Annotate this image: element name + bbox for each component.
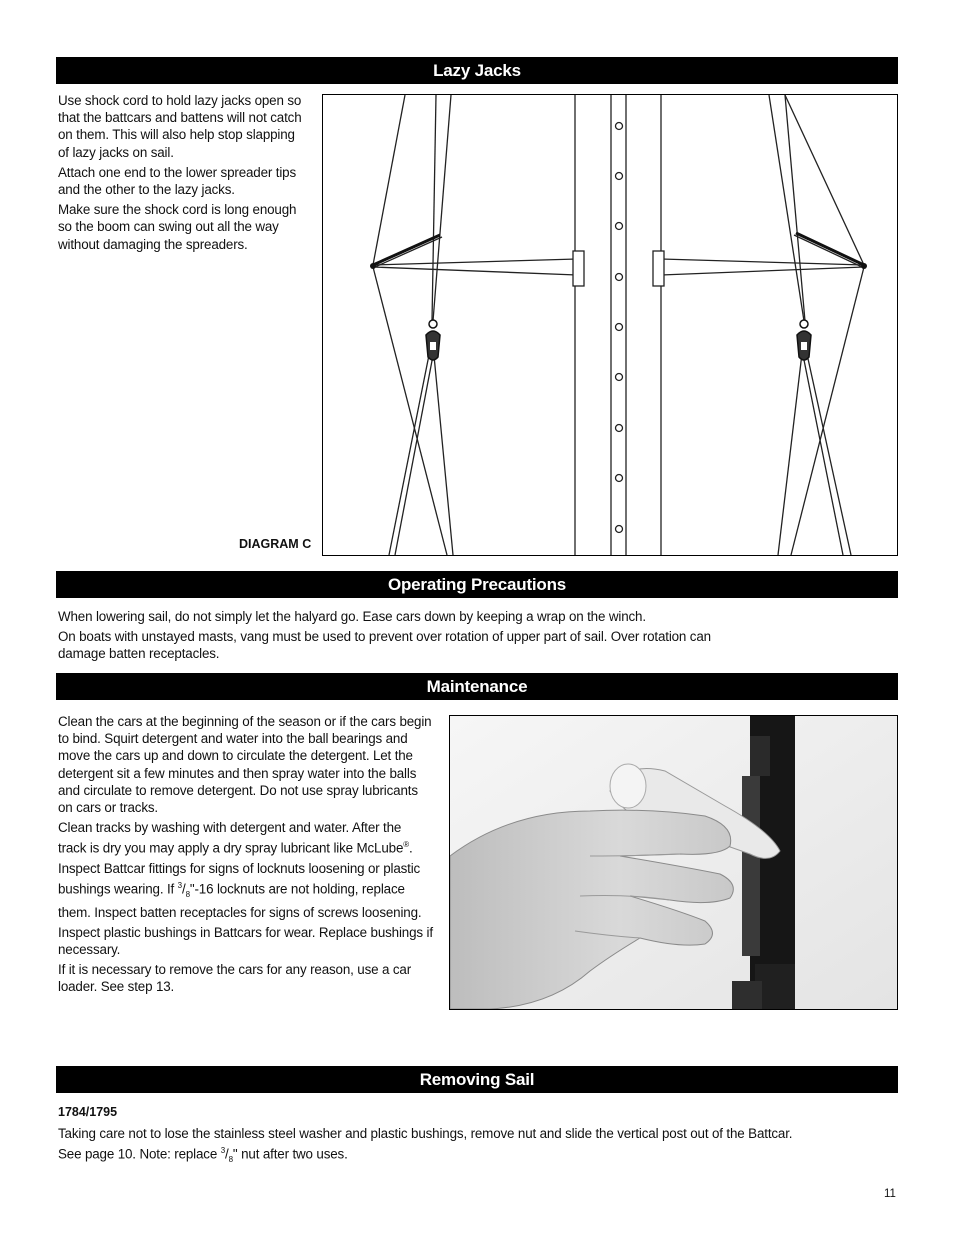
removing-sail-line: See page 10. Note: replace $^3/_8$" nut after two uses. [58, 1146, 348, 1165]
maintenance-text-span: . [409, 840, 413, 856]
section-header-operating-precautions: Operating Precautions [56, 571, 898, 598]
maintenance-text [58, 713, 433, 999]
maintenance-text-span: Inspect Battcar fittings for signs of locknuts loosening or plastic bushings wearing. If [58, 861, 421, 897]
section-header-lazy-jacks: Lazy Jacks [56, 57, 898, 84]
maintenance-text-span: "-16 locknuts are not holding, replace them. Inspect batten receptacles for signs of screws loosening. [58, 881, 422, 920]
removing-sail-text-span: " nut after two uses. [232, 1146, 348, 1162]
operating-precautions-text [58, 608, 718, 666]
precautions-paragraph: When lowering sail, do not simply let the halyard go. Ease cars down by keeping a wrap on the winch. [58, 609, 646, 624]
maintenance-photo-drawing [450, 716, 897, 1009]
maintenance-paragraph: Inspect Battcar fittings for signs of locknuts loosening or plastic bushings wearing. If $^3/_8"-16$ locknuts are not holding, replace them. Inspect batten receptacles for signs of screws loosening. [58, 861, 422, 920]
lazy-jacks-diagram [322, 94, 898, 556]
removing-sail-text [58, 1125, 888, 1169]
removing-sail-line: Taking care not to lose the stainless steel washer and plastic bushings, remove nut and slide the vertical post out of the Battcar. [58, 1126, 793, 1141]
fraction-numerator: 3 [220, 1146, 226, 1156]
maintenance-paragraph: Clean the cars at the beginning of the season or if the cars begin to bind. Squirt detergent and water into the ball bearings and move the cars up and down to circulate the detergent. Let the detergent sit a few minutes and then spray water into the balls and circulate to remove detergent. Do not use spray lubricants on cars or tracks. [58, 714, 432, 816]
maintenance-paragraph: Inspect plastic bushings in Battcars for wear. Replace bushings if necessary. [58, 924, 433, 958]
page-number: 11 [884, 1188, 896, 1200]
lazy-jacks-paragraph: Attach one end to the lower spreader tips and the other to the lazy jacks. [58, 164, 297, 198]
section-header-removing-sail: Removing Sail [56, 1066, 898, 1093]
lazy-jacks-paragraph: Make sure the shock cord is long enough so the boom can swing out all the way without damaging the spreaders. [58, 202, 297, 252]
fraction-denominator: 8 [228, 1155, 233, 1165]
removing-sail-text-span: See page 10. Note: replace [58, 1146, 221, 1162]
lazy-jacks-diagram-drawing [323, 95, 897, 555]
maintenance-photo [449, 715, 898, 1010]
lazy-jacks-text [58, 92, 308, 256]
diagram-caption: DIAGRAM C [239, 537, 312, 551]
registered-mark: ® [403, 840, 410, 850]
section-header-maintenance: Maintenance [56, 673, 898, 700]
maintenance-text-span: Clean tracks by washing with detergent and water. After the track is dry you may apply a dry spray lubricant like McLube [58, 820, 404, 856]
maintenance-paragraph: If it is necessary to remove the cars for any reason, use a car loader. See step 13. [58, 962, 411, 995]
fraction-numerator: 3 [177, 881, 182, 891]
precautions-paragraph: On boats with unstayed masts, vang must be used to prevent over rotation of upper part of sail. Over rotation can damage batten receptacles. [58, 629, 711, 662]
fraction-denominator: 8 [185, 890, 190, 900]
lazy-jacks-paragraph: Use shock cord to hold lazy jacks open so that the battcars and battens will not catch on them. This will also help stop slapping of lazy jacks on sail. [58, 93, 302, 160]
maintenance-paragraph [58, 819, 433, 857]
model-number: 1784/1795 [58, 1105, 118, 1119]
